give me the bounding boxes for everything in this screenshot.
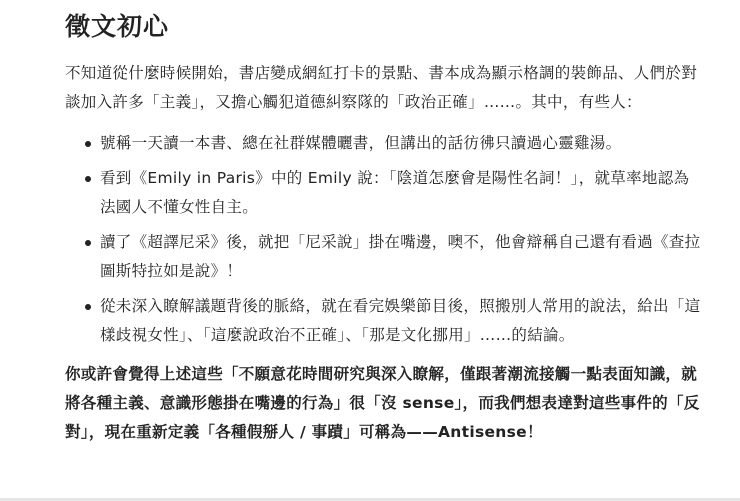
list-item	[65, 292, 705, 350]
conclusion-paragraph: 你或許會覺得上述這些「不願意花時間研究與深入瞭解，僅跟著潮流接觸一點表面知識，就將各種主義、意識形態掛在嘴邊的行為」很「沒 sense」，而我們想表達對這些事件的「反對」，現在重新定義「各種假掰人 / 事蹟」可稱為——Antisense！	[65, 365, 700, 441]
bullet-dot-icon	[85, 304, 91, 310]
list-item	[65, 164, 705, 222]
bullet-dot-icon	[85, 141, 91, 147]
intro-paragraph: 不知道從什麼時候開始，書店變成網紅打卡的景點、書本成為顯示格調的裝飾品、人們於對談加入許多「主義」，又擔心觸犯道德糾察隊的「政治正確」……。其中，有些人：	[65, 64, 698, 111]
list-item-text: 讀了《超譯尼采》後，就把「尼采說」掛在嘴邊，噢不，他會辯稱自己還有看過《查拉圖斯特拉如是說》！	[100, 233, 701, 280]
list-item	[65, 228, 705, 286]
list-item-text: 看到《Emily in Paris》中的 Emily 說：「陰道怎麼會是陽性名詞！」，就草率地認為法國人不懂女性自主。	[100, 169, 690, 216]
article	[65, 0, 705, 447]
list-item-text: 從未深入瞭解議題背後的脈絡，就在看完娛樂節目後，照搬別人常用的說法，給出「這樣歧視女性」、「這麼說政治不正確」、「那是文化挪用」……的結論。	[100, 297, 701, 344]
list-item	[65, 129, 705, 158]
bullet-dot-icon	[85, 176, 91, 182]
example-list	[65, 129, 705, 350]
article-title: 徵文初心	[65, 12, 170, 41]
bullet-dot-icon	[85, 240, 91, 246]
list-item-text: 號稱一天讀一本書、總在社群媒體曬書，但講出的話彷彿只讀過心靈雞湯。	[100, 134, 622, 152]
